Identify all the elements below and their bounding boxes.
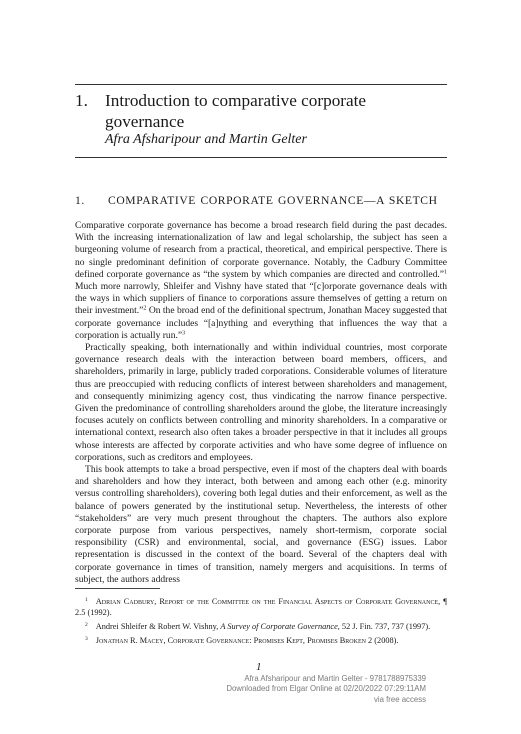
section-number: 1. — [75, 194, 85, 207]
footnote-2-detail: , 52 J. Fin. 737, 737 (1997). — [337, 621, 431, 631]
body-text — [75, 220, 447, 586]
chapter-bottom-rule — [75, 157, 447, 158]
footnote-1-number: 1 — [85, 597, 88, 603]
section-heading-text: COMPARATIVE CORPORATE GOVERNANCE—A SKETCH — [108, 194, 438, 207]
footnote-3-number: 3 — [85, 635, 88, 642]
footnote-2-authors: Andrei Shleifer & Robert W. Vishny, — [95, 621, 221, 631]
footnote-3 — [75, 634, 447, 647]
footnote-1-detail: , ¶ 2.5 (1992). — [75, 597, 447, 617]
chapter-title — [75, 90, 447, 132]
footnote-1 — [75, 595, 447, 619]
paragraph-1-part-a: Comparative corporate governance has become a broad research field during the past decades. With the increasing internationalization of law and legal scholarship, the subject has seen a burgeoning volume of research from a practical, theoretical, and empirical perspective. There is no single predominant definition of corporate governance. Notably, the Cadbury Committee defined corporate governance as “the system by which companies are directed and controlled.” — [75, 220, 447, 280]
paragraph-3: This book attempts to take a broad perspective, even if most of the chapters deal with boards and shareholders and how they interact, both between and among each other (e.g. minority versus controlling shareholders), covering both legal duties and their enforcement, as well as the balance of powers generated by the institutional setup. Nevertheless, the interests of other “stakeholders” are very much present throughout the chapters. The authors also explore corporate purpose from various perspectives, namely short-termism, corporate social responsibility (CSR) and environmental, social, and governance (ESG) issues. Labor representation is discussed in the context of the board. Several of the chapters deal with corporate governance in times of transition, namely mergers and acquisitions. In terms of subject, the authors address — [75, 464, 447, 585]
footnote-3-source: Jonathan R. Macey, Corporate Governance: Promises Kept, Promises Broken — [95, 635, 366, 645]
paragraph-1-part-b: Much more narrowly, Shleifer and Vishny have stated that “[c]orporate governance deals with the ways in which suppliers of finance to corporations assure themselves of getting a return on their investment.” — [75, 281, 447, 317]
footnote-ref-2: 2 — [143, 305, 147, 312]
footnote-rule — [75, 588, 160, 589]
watermark-line-1: Afra Afsharipour and Martin Gelter - 9781788975339 — [244, 674, 426, 683]
chapter-authors: Afra Afsharipour and Martin Gelter — [105, 132, 307, 147]
chapter-top-rule — [75, 84, 447, 85]
chapter-title-text: Introduction to comparative corporate governance — [105, 91, 367, 131]
watermark-line-2: Downloaded from Elgar Online at 02/20/2022 07:29:11AM — [226, 684, 426, 694]
footnote-3-detail: 2 (2008). — [365, 635, 399, 645]
download-watermark — [226, 674, 426, 705]
paragraph-1 — [75, 220, 447, 342]
footnote-2-title: A Survey of Corporate Governance — [220, 621, 338, 631]
chapter-number: 1. — [75, 91, 88, 110]
footnote-ref-1: 1 — [444, 269, 447, 276]
footnote-2 — [75, 620, 447, 633]
paragraph-1-part-c: On the broad end of the definitional spectrum, Jonathan Macey suggested that corporate governance includes “[a]nything and everything that influences the way that a corporation is actually run.” — [75, 305, 447, 341]
section-heading — [75, 194, 438, 207]
footnotes — [75, 595, 447, 648]
paragraph-2: Practically speaking, both internationally and within individual countries, most corporate governance research deals with the interaction between board members, officers, and shareholders, primarily in large, publicly traded corporations. Considerable volumes of literature thus are preoccupied with reducing conflicts of interest between shareholders and management, and consequently minimizing agency cost, thus vindicating the narrow finance perspective. Given the predominance of controlling shareholders around the globe, the literature increasingly focuses acutely on conflicts between controlling and minority shareholders. In a comparative or international context, research also often takes a broader perspective in that it includes all groups whose interests are affected by corporate activities and who have some degree of influence on corporations, such as creditors and employees. — [75, 342, 447, 463]
footnote-1-source: Adrian Cadbury, Report of the Committee on the Financial Aspects of Corporate Governance — [95, 597, 439, 606]
watermark-line-3: via free access — [373, 694, 426, 704]
footnote-ref-3: 3 — [182, 330, 186, 337]
footnote-2-number: 2 — [85, 621, 88, 628]
page-number: 1 — [256, 661, 262, 673]
